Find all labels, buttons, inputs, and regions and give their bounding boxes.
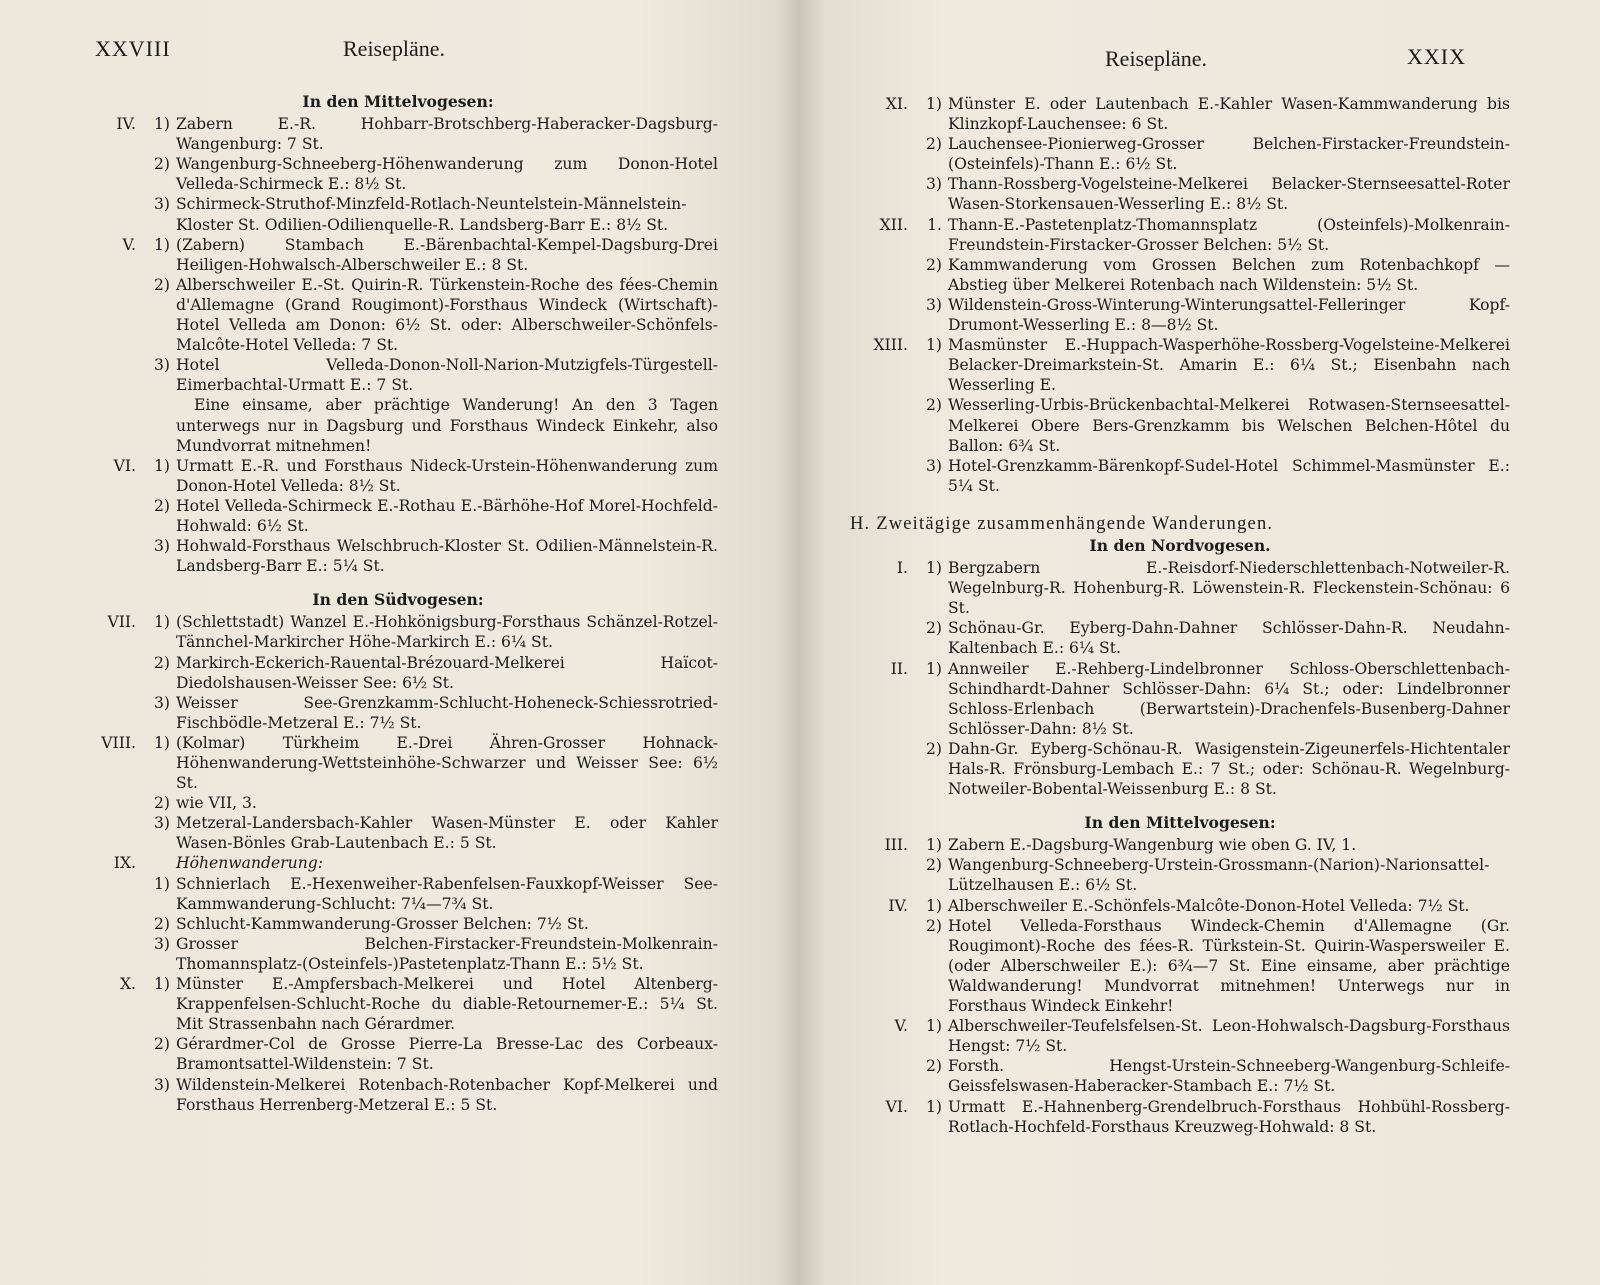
entry-text: Lauchensee-Pionierweg-Grosser Belchen-Firstacker-Freundstein-(Osteinfels)-Thann E.: 6½ St. [948, 135, 1510, 174]
route-entry [153, 154, 718, 194]
entry-number: 1) [925, 836, 942, 855]
route-numeral: III. [884, 836, 908, 855]
route-group-ii [850, 659, 1510, 800]
section-heading: In den Mittelvogesen: [302, 92, 494, 111]
route-entry [925, 134, 1510, 174]
entry-number: 2) [153, 155, 170, 174]
route-entry [153, 874, 718, 914]
entry-text: (Zabern) Stambach E.-Bärenbachtal-Kempel-Dagsburg-Drei Heiligen-Hohwalsch-Alberschweiler E.: 8 St. [176, 235, 718, 274]
entry-number: 2) [153, 496, 170, 515]
entry-number: 2) [153, 275, 170, 294]
entry-number: 1) [925, 559, 942, 578]
route-entry [153, 793, 718, 813]
route-entry [153, 914, 718, 934]
section-title: H. Zweitägige zusammenhängende Wanderungen. [850, 513, 1274, 534]
entry-number: 2) [925, 1057, 942, 1076]
route-entry [153, 496, 718, 536]
route-entry [925, 916, 1510, 1016]
section-heading: In den Mittelvogesen: [1084, 813, 1276, 833]
section-heading: In den Südvogesen: [312, 590, 484, 610]
entry-text: Münster E. oder Lautenbach E.-Kahler Wasen-Kammwanderung bis Klinzkopf-Lauchensee: 6 St. [948, 95, 1510, 134]
route-group-viii [78, 733, 718, 854]
route-entry [153, 693, 718, 733]
route-entry [925, 174, 1510, 214]
entry-text: Hotel Velleda-Schirmeck E.-Rothau E.-Bärhöhe-Hof Morel-Hochfeld-Hohwald: 6½ St. [176, 496, 718, 535]
route-numeral: IV. [888, 896, 908, 915]
entry-text: Masmünster E.-Huppach-Wasperhöhe-Rossberg-Vogelsteine-Melkerei Belacker-Dreimarkstein-St. Amarin E.: 6¼ St.; Eisenbahn nach Wesserling E. [948, 336, 1510, 395]
left-running-title: Reisepläne. [343, 36, 446, 61]
route-entry [153, 456, 718, 496]
route-numeral: XII. [879, 215, 908, 234]
entry-text: Wangenburg-Schneeberg-Höhenwanderung zum Donon-Hotel Velleda-Schirmeck E.: 8½ St. [176, 155, 718, 194]
entry-text: Schönau-Gr. Eyberg-Dahn-Dahner Schlösser-Dahn-R. Neudahn-Kaltenbach E.: 6¼ St. [948, 619, 1510, 658]
entry-number: 2) [925, 916, 942, 935]
entry-number: 2) [153, 1035, 170, 1054]
route-entry [925, 1016, 1510, 1056]
entry-number: 3) [925, 456, 942, 475]
entry-text: Markirch-Eckerich-Rauental-Brézouard-Melkerei Haïcot-Diedolshausen-Weisser See: 6½ St. [176, 653, 718, 692]
right-page [800, 0, 1600, 1285]
entry-text: Thann-Rossberg-Vogelsteine-Melkerei Belacker-Sternseesattel-Roter Wasen-Storkensauen-Wesserling E.: 8½ St. [948, 175, 1510, 214]
entry-text: Alberschweiler-Teufelsfelsen-St. Leon-Hohwalsch-Dagsburg-Forsthaus Hengst: 7½ St. [948, 1017, 1510, 1056]
route-numeral: X. [119, 975, 136, 994]
entry-text: Wildenstein-Melkerei Rotenbach-Rotenbacher Kopf-Melkerei und Forsthaus Herrenberg-Metzeral E.: 5 St. [176, 1075, 718, 1114]
entry-number: 3) [925, 175, 942, 194]
route-group-xi [850, 94, 1510, 215]
entry-number: 1) [925, 1017, 942, 1036]
entry-text: Hotel Velleda-Forsthaus Windeck-Chemin d'Allemagne (Gr. Rougimont)-Roche des fées-R. Türkstein-St. Quirin-Waspersweiler E. (oder Alberschweiler E.): 6¾—7 St. Eine einsame, aber prächtige Waldwanderung! Mundvorrat mitnehmen! Unterwegs nur in Forsthaus Windeck Einkehr! [948, 916, 1510, 1016]
entry-number: 1) [153, 874, 170, 893]
right-running-title: Reisepläne. [1105, 46, 1208, 71]
route-entry [925, 1056, 1510, 1096]
route-group-v-mittel [850, 1016, 1510, 1096]
entry-text: Urmatt E.-Hahnenberg-Grendelbruch-Forsthaus Hohbühl-Rossberg-Rotlach-Hochfeld-Forsthaus Kreuzweg-Hohwald: 8 St. [948, 1097, 1510, 1136]
entry-number: 1) [925, 659, 942, 678]
entry-text: Wangenburg-Schneeberg-Urstein-Grossmann-(Narion)-Narionsattel-Lützelhausen E.: 6½ St. [948, 856, 1490, 895]
entry-number: 1) [925, 1097, 942, 1116]
entry-text: Schnierlach E.-Hexenweiher-Rabenfelsen-Fauxkopf-Weisser See-Kammwanderung-Schlucht: 7¼—7¾ St. [176, 874, 718, 913]
route-entry [927, 215, 1510, 255]
route-entry [925, 335, 1510, 395]
right-page-number: XXIX [1407, 44, 1466, 69]
route-entry [925, 896, 1510, 916]
route-entry [153, 813, 718, 853]
route-entry [153, 536, 718, 576]
route-entry [925, 395, 1510, 455]
route-entry [925, 618, 1510, 658]
entry-number: 2) [925, 135, 942, 154]
route-group-x [78, 974, 718, 1115]
entry-number: 2) [925, 396, 942, 415]
entry-number: 3) [153, 814, 170, 833]
entry-number: 1. [927, 215, 942, 234]
entry-text: Hotel-Grenzkamm-Bärenkopf-Sudel-Hotel Schimmel-Masmünster E.: 5¼ St. [948, 456, 1510, 495]
route-numeral: VII. [107, 613, 136, 632]
entry-number: 1) [153, 456, 170, 475]
route-numeral: IX. [113, 854, 136, 873]
route-numeral: XIII. [873, 336, 908, 355]
route-group-iv [78, 114, 718, 235]
route-entry [153, 974, 718, 1034]
entry-text: (Kolmar) Türkheim E.-Drei Ähren-Grosser Hohnack-Höhenwanderung-Wettsteinhöhe-Schwarzer und Weisser See: 6½ St. [176, 733, 718, 793]
entry-number: 2) [925, 856, 942, 875]
entry-text: Weisser See-Grenzkamm-Schlucht-Hoheneck-Schiessrotried-Fischbödle-Metzeral E.: 7½ St. [176, 693, 718, 732]
entry-number: 1) [925, 336, 942, 355]
route-entry [153, 653, 718, 693]
route-group-v [78, 235, 718, 456]
right-column [850, 94, 1510, 1137]
route-entry [925, 835, 1510, 855]
route-numeral: I. [896, 559, 908, 578]
left-column [78, 88, 718, 1115]
route-entry [925, 739, 1510, 799]
entry-text: Bergzabern E.-Reisdorf-Niederschlettenbach-Notweiler-R. Wegelnburg-R. Hohenburg-R. Löwenstein-R. Fleckenstein-Schönau: 6 St. [948, 559, 1510, 618]
route-entry [925, 1097, 1510, 1137]
section-heading: In den Nordvogesen. [1089, 535, 1271, 555]
entry-number: 1) [153, 975, 170, 994]
entry-number: 3) [153, 195, 170, 214]
entry-number: 2) [925, 619, 942, 638]
entry-number: 3) [153, 693, 170, 712]
route-entry [153, 275, 718, 355]
entry-number: 3) [153, 1075, 170, 1094]
entry-number: 2) [925, 739, 942, 758]
entry-text: Wildenstein-Gross-Winterung-Winterungsattel-Felleringer Kopf-Drumont-Wesserling E.: 8—8½ St. [948, 295, 1510, 335]
route-lead: Höhenwanderung: [176, 854, 323, 873]
route-entry [153, 934, 718, 974]
route-group-vi [78, 456, 718, 577]
entry-text: Wesserling-Urbis-Brückenbachtal-Melkerei Rotwasen-Sternseesattel-Melkerei Obere Bers-Grenzkamm bis Welschen Belchen-Hôtel du Ballon: 6¾ St. [948, 396, 1510, 455]
route-entry [153, 355, 718, 395]
entry-text: Zabern E.-R. Hohbarr-Brotschberg-Haberacker-Dagsburg-Wangenburg: 7 St. [176, 115, 718, 154]
entry-number: 3) [153, 934, 170, 953]
entry-number: 1) [153, 235, 170, 254]
route-entry [925, 855, 1510, 895]
route-numeral: VI. [113, 456, 136, 475]
route-entry [153, 235, 718, 275]
route-numeral: V. [894, 1017, 908, 1036]
route-numeral: VIII. [101, 733, 136, 752]
route-entry [153, 733, 718, 793]
route-group-xii [850, 215, 1510, 336]
route-group-xiii [850, 335, 1510, 496]
route-entry [153, 1075, 718, 1115]
entry-text: Hohwald-Forsthaus Welschbruch-Kloster St. Odilien-Männelstein-R. Landsberg-Barr E.: 5¼ St. [176, 537, 718, 576]
entry-number: 2) [153, 653, 170, 672]
entry-number: 1) [153, 733, 170, 752]
route-group-iv-mittel [850, 896, 1510, 1017]
route-group-i [850, 558, 1510, 658]
entry-text: Forsth. Hengst-Urstein-Schneeberg-Wangenburg-Schleife-Geissfelswasen-Haberacker-Stambach E.: 7½ St. [948, 1057, 1510, 1096]
route-note: Eine einsame, aber prächtige Wanderung! An den 3 Tagen unterwegs nur in Dagsburg und Forsthaus Windeck Einkehr, also Mundvorrat mitnehmen! [176, 396, 718, 455]
entry-number: 1) [925, 95, 942, 113]
route-group-vii [78, 612, 718, 733]
entry-text: wie VII, 3. [176, 794, 257, 813]
entry-number: 3) [925, 295, 942, 314]
entry-number: 1) [153, 613, 170, 632]
entry-number: 2) [153, 914, 170, 933]
route-group-iii [850, 835, 1510, 895]
route-numeral: IV. [116, 115, 136, 134]
entry-number: 2) [153, 794, 170, 813]
entry-number: 3) [153, 537, 170, 556]
route-entry [925, 255, 1510, 295]
entry-text: Münster E.-Ampfersbach-Melkerei und Hotel Altenberg-Krappenfelsen-Schlucht-Roche du diable-Retournemer-E.: 5¼ St. Mit Strassenbahn nach Gérardmer. [176, 975, 718, 1034]
route-entry [925, 558, 1510, 618]
route-entry [925, 456, 1510, 496]
route-entry [153, 612, 718, 652]
route-numeral: XI. [885, 95, 908, 113]
entry-text: Annweiler E.-Rehberg-Lindelbronner Schloss-Oberschlettenbach-Schindhardt-Dahner Schlösser-Dahn: 6¼ St.; oder: Lindelbronner Schloss-Erlenbach (Berwartstein)-Drachenfels-Busenberg-Dahner Schlösser-Dahn: 8½ St. [948, 659, 1510, 738]
route-group-vi-mittel [850, 1097, 1510, 1137]
route-numeral: V. [122, 235, 136, 254]
route-numeral: VI. [885, 1097, 908, 1116]
entry-text: Urmatt E.-R. und Forsthaus Nideck-Urstein-Höhenwanderung zum Donon-Hotel Velleda: 8½ St. [176, 456, 718, 495]
entry-text: Kammwanderung vom Grossen Belchen zum Rotenbachkopf — Abstieg über Melkerei Rotenbach nach Wildenstein: 5½ St. [948, 255, 1510, 294]
route-entry [153, 1034, 718, 1074]
entry-text: Dahn-Gr. Eyberg-Schönau-R. Wasigenstein-Zigeunerfels-Hichtentaler Hals-R. Frönsburg-Lembach E.: 7 St.; oder: Schönau-R. Wegelnburg-Notweiler-Bobental-Weissenburg E.: 8 St. [948, 739, 1510, 799]
entry-text: Alberschweiler E.-St. Quirin-R. Türkenstein-Roche des fées-Chemin d'Allemagne (Grand Rougimont)-Forsthaus Windeck (Wirtschaft)-Hotel Velleda am Donon: 6½ St. oder: Alberschweiler-Schönfels-Malcôte-Hotel Velleda: 7 St. [176, 275, 718, 355]
route-entry [925, 659, 1510, 739]
route-group-ix [78, 853, 718, 974]
route-numeral: II. [890, 659, 908, 678]
entry-text: Schlucht-Kammwanderung-Grosser Belchen: 7½ St. [176, 914, 589, 933]
entry-text: Metzeral-Landersbach-Kahler Wasen-Münster E. oder Kahler Wasen-Bönles Grab-Lautenbach E.: 5 St. [176, 814, 718, 853]
route-entry [153, 114, 718, 154]
entry-number: 2) [925, 255, 942, 274]
entry-text: Schirmeck-Struthof-Minzfeld-Rotlach-Neuntelstein-Männelstein-Kloster St. Odilien-Odilienquelle-R. Landsberg-Barr E.: 8½ St. [176, 195, 687, 234]
entry-text: Hotel Velleda-Donon-Noll-Narion-Mutzigfels-Türgestell-Eimerbachtal-Urmatt E.: 7 St. [176, 356, 718, 395]
route-entry [925, 94, 1510, 134]
entry-text: Grosser Belchen-Firstacker-Freundstein-Molkenrain-Thomannsplatz-(Osteinfels-)Pastetenplatz-Thann E.: 5½ St. [176, 934, 718, 973]
entry-number: 1) [925, 896, 942, 915]
entry-text: Alberschweiler E.-Schönfels-Malcôte-Donon-Hotel Velleda: 7½ St. [948, 896, 1470, 915]
route-entry [925, 295, 1510, 335]
entry-text: Zabern E.-Dagsburg-Wangenburg wie oben G. IV, 1. [948, 836, 1357, 855]
entry-text: Gérardmer-Col de Grosse Pierre-La Bresse-Lac des Corbeaux-Bramontsattel-Wildenstein: 7 St. [176, 1035, 718, 1074]
entry-text: Thann-E.-Pastetenplatz-Thomannsplatz (Osteinfels)-Molkenrain-Freundstein-Firstacker-Grosser Belchen: 5½ St. [948, 215, 1510, 254]
entry-number: 3) [153, 356, 170, 375]
entry-number: 1) [153, 115, 170, 134]
route-entry [153, 194, 718, 234]
left-page-number: XXVIII [95, 36, 171, 61]
entry-text: (Schlettstadt) Wanzel E.-Hohkönigsburg-Forsthaus Schänzel-Rotzel-Tännchel-Markircher Höhe-Markirch E.: 6¼ St. [176, 613, 718, 652]
